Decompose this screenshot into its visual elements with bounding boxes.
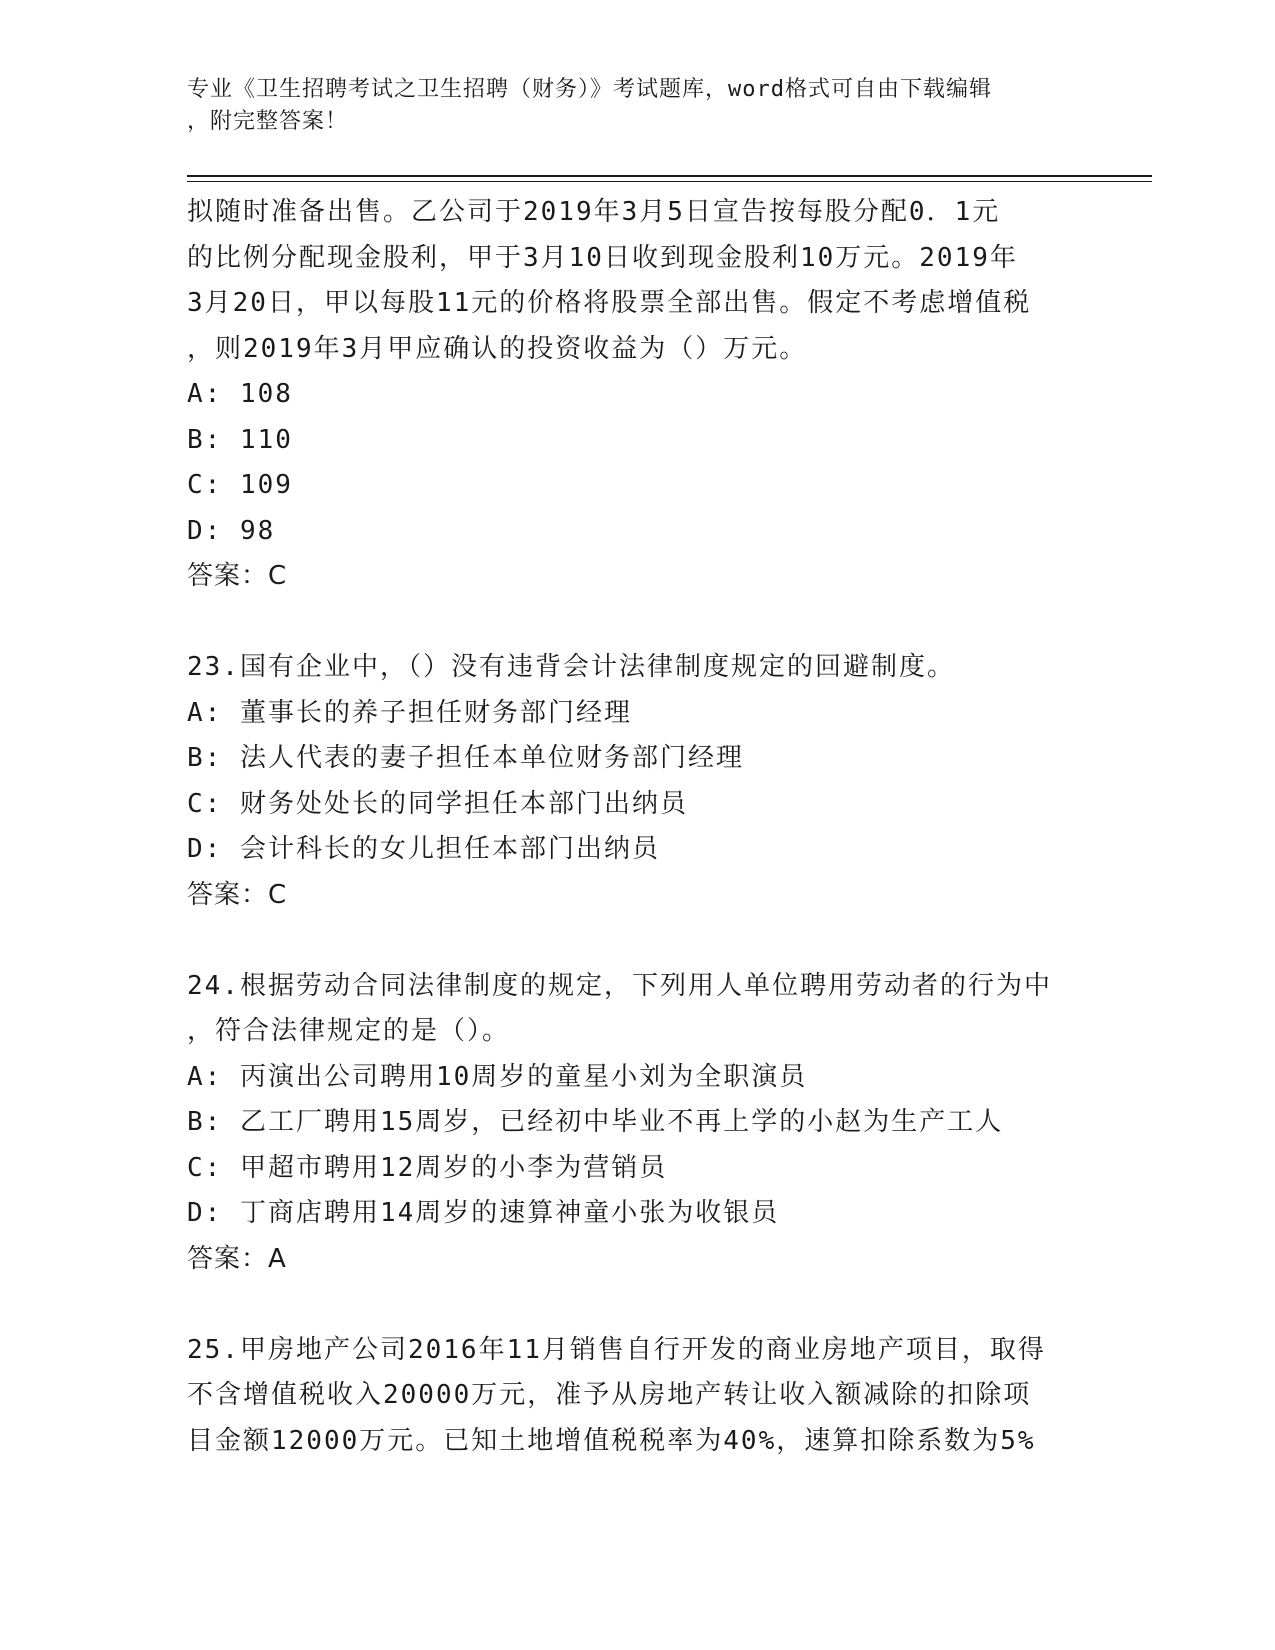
question-23: [187, 645, 1087, 918]
question-text-line: 24.根据劳动合同法律制度的规定，下列用人单位聘用劳动者的行为中: [187, 970, 1052, 1001]
header-rule-thin: [187, 181, 1152, 182]
option-a: A: 丙演出公司聘用10周岁的童星小刘为全职演员: [187, 1061, 808, 1092]
spacer: [187, 918, 1087, 964]
option-a: A: 108: [187, 379, 293, 409]
option-b: B: 法人代表的妻子担任本单位财务部门经理: [187, 743, 744, 773]
answer-line: 答案：C: [187, 561, 288, 591]
question-content: [187, 190, 1087, 1464]
spacer: [187, 600, 1087, 646]
option-a: A: 董事长的养子担任财务部门经理: [187, 697, 632, 728]
question-24: [187, 964, 1087, 1283]
question-25: [187, 1328, 1087, 1465]
question-text-line: 23.国有企业中，（）没有违背会计法律制度规定的回避制度。: [187, 652, 955, 682]
question-text-line: 目金额12000万元。已知土地增值税税率为40%，速算扣除系数为5%: [187, 1425, 1036, 1456]
option-d: D: 98: [187, 515, 276, 546]
header-line-2: ，附完整答案！: [187, 109, 349, 134]
question-text-line: 拟随时准备出售。乙公司于2019年3月5日宣告按每股分配0．1元: [187, 197, 1001, 227]
answer-line: 答案：A: [187, 1243, 287, 1274]
option-c: C: 109: [187, 470, 293, 500]
document-header: [187, 74, 1087, 138]
option-c: C: 甲超市聘用12周岁的小李为营销员: [187, 1152, 668, 1183]
option-b: B: 110: [187, 424, 293, 455]
question-text-line: ，则2019年3月甲应确认的投资收益为（）万元。: [187, 333, 808, 364]
spacer: [187, 1282, 1087, 1328]
answer-line: 答案：C: [187, 879, 288, 910]
option-c: C: 财务处处长的同学担任本部门出纳员: [187, 788, 688, 819]
header-line-1: 专业《卫生招聘考试之卫生招聘（财务）》考试题库，word格式可自由下载编辑: [187, 77, 992, 102]
question-text-line: ，符合法律规定的是（）。: [187, 1016, 511, 1046]
header-rule-thick: [187, 175, 1152, 177]
option-b: B: 乙工厂聘用15周岁，已经初中毕业不再上学的小赵为生产工人: [187, 1107, 1004, 1137]
question-22-continued: [187, 190, 1087, 600]
question-text-line: 不含增值税收入20000万元，准予从房地产转让收入额减除的扣除项: [187, 1380, 1032, 1410]
question-text-line: 的比例分配现金股利，甲于3月10日收到现金股利10万元。2019年: [187, 242, 1018, 273]
option-d: D: 会计科长的女儿担任本部门出纳员: [187, 834, 660, 864]
question-text-line: 25.甲房地产公司2016年11月销售自行开发的商业房地产项目，取得: [187, 1334, 1046, 1365]
option-d: D: 丁商店聘用14周岁的速算神童小张为收银员: [187, 1198, 780, 1228]
question-text-line: 3月20日，甲以每股11元的价格将股票全部出售。假定不考虑增值税: [187, 288, 1032, 318]
